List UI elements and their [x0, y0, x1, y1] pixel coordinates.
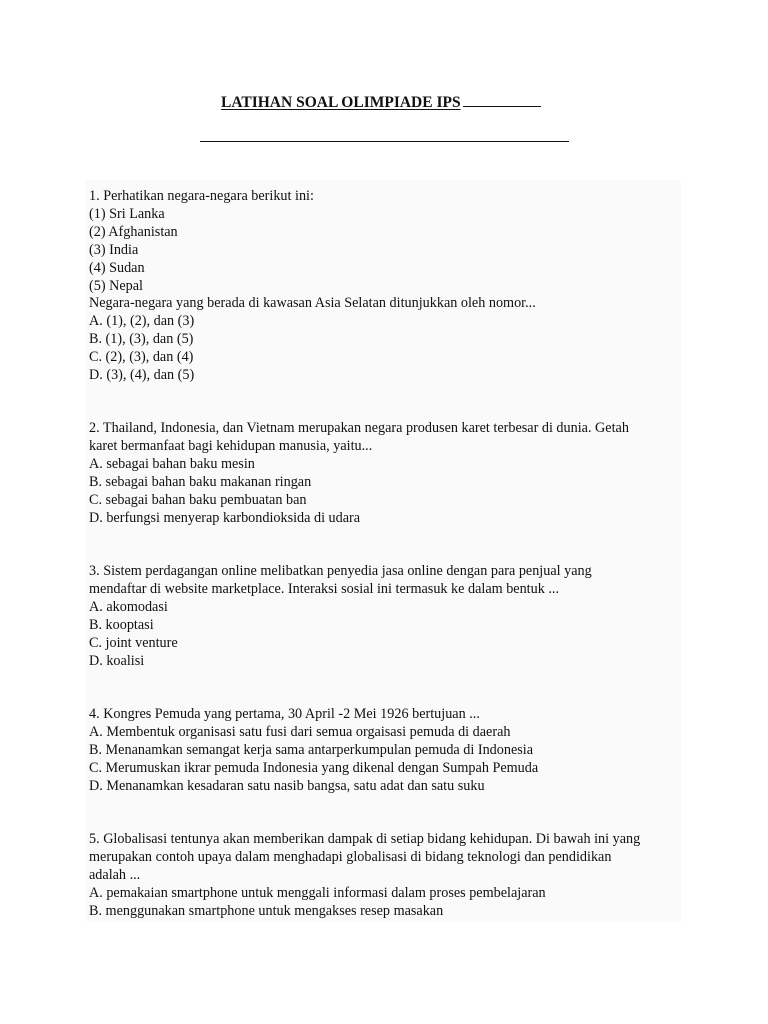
answer-option: B. (1), (3), dan (5)	[89, 331, 194, 348]
question-stem-line: (2) Afghanistan	[89, 223, 178, 240]
question-stem-line: (3) India	[89, 241, 139, 258]
answer-option: A. (1), (2), dan (3)	[89, 313, 195, 330]
question-stem-line: (1) Sri Lanka	[89, 205, 165, 222]
answer-option: D. koalisi	[89, 652, 145, 669]
answer-option: A. akomodasi	[89, 598, 168, 615]
question-3	[89, 563, 709, 670]
question-stem-line: 5. Globalisasi tentunya akan memberikan dampak di setiap bidang kehidupan. Di bawah ini yang	[89, 831, 641, 847]
answer-option: B. menggunakan smartphone untuk mengakses resep masakan	[89, 902, 444, 919]
question-2	[89, 420, 709, 527]
answer-option: B. sebagai bahan baku makanan ringan	[89, 473, 312, 490]
answer-option: C. joint venture	[89, 634, 178, 651]
question-stem-line: adalah ...	[89, 866, 141, 883]
question-stem-line: 2. Thailand, Indonesia, dan Vietnam merupakan negara produsen karet terbesar di dunia. Getah	[89, 420, 629, 436]
question-stem-line: (5) Nepal	[89, 277, 143, 294]
answer-option: B. kooptasi	[89, 616, 154, 633]
answer-option: D. berfungsi menyerap karbondioksida di udara	[89, 509, 361, 526]
question-5	[89, 831, 709, 921]
question-stem-line: 1. Perhatikan negara-negara berikut ini:	[89, 188, 314, 204]
answer-option: A. pemakaian smartphone untuk menggali informasi dalam proses pembelajaran	[89, 884, 546, 901]
question-stem-line: merupakan contoh upaya dalam menghadapi globalisasi di bidang teknologi dan pendidikan	[89, 848, 612, 865]
answer-option: A. Membentuk organisasi satu fusi dari semua orgaisasi pemuda di daerah	[89, 723, 511, 740]
answer-option: C. Merumuskan ikrar pemuda Indonesia yang dikenal dengan Sumpah Pemuda	[89, 759, 539, 776]
question-stem-line: mendaftar di website marketplace. Interaksi sosial ini termasuk ke dalam bentuk ...	[89, 580, 560, 597]
document-title	[221, 94, 553, 112]
question-stem-line: (4) Sudan	[89, 259, 145, 276]
answer-option: B. Menanamkan semangat kerja sama antarperkumpulan pemuda di Indonesia	[89, 741, 533, 758]
answer-option: C. sebagai bahan baku pembuatan ban	[89, 491, 307, 508]
title-underline-blank	[463, 105, 541, 107]
question-stem-line: Negara-negara yang berada di kawasan Asia Selatan ditunjukkan oleh nomor...	[89, 295, 536, 312]
answer-option: D. Menanamkan kesadaran satu nasib bangsa, satu adat dan satu suku	[89, 777, 485, 794]
question-stem-line: 4. Kongres Pemuda yang pertama, 30 April -2 Mei 1926 bertujuan ...	[89, 706, 480, 722]
question-stem-line: karet bermanfaat bagi kehidupan manusia, yaitu...	[89, 437, 373, 454]
question-1	[89, 188, 709, 385]
answer-option: C. (2), (3), dan (4)	[89, 349, 194, 366]
question-4	[89, 706, 709, 796]
document-title-text: LATIHAN SOAL OLIMPIADE IPS	[221, 94, 461, 111]
answer-option: A. sebagai bahan baku mesin	[89, 455, 255, 472]
question-stem-line: 3. Sistem perdagangan online melibatkan penyedia jasa online dengan para penjual yang	[89, 563, 592, 579]
title-divider-line	[200, 141, 569, 142]
answer-option: D. (3), (4), dan (5)	[89, 367, 195, 384]
